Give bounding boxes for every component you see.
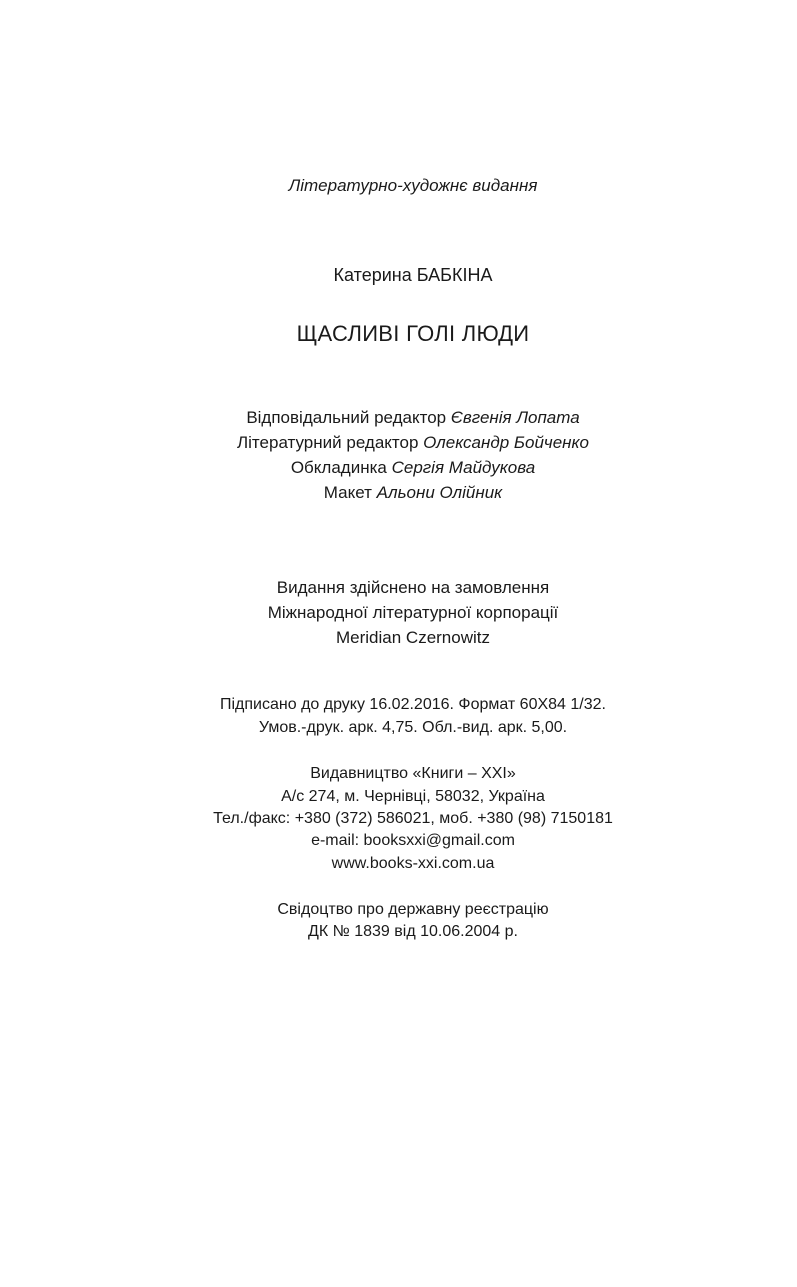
credit-person: Олександр Бойченко — [423, 433, 589, 452]
registration-line: ДК № 1839 від 10.06.2004 р. — [308, 923, 518, 940]
print-info-line: Умов.-друк. арк. 4,75. Обл.-вид. арк. 5,00. — [258, 719, 568, 736]
credit-role: Обкладинка — [290, 458, 387, 477]
print-info-line: Підписано до друку 16.02.2016. Формат 60Х84 1/32. — [220, 696, 606, 713]
credit-line — [0, 407, 797, 429]
author-name: Катерина БАБКІНА — [333, 265, 493, 285]
commission-line: Міжнародної літературної корпорації — [267, 603, 559, 622]
commission-line: Видання здійснено на замовлення — [276, 578, 550, 597]
credit-person: Євгенія Лопата — [450, 408, 580, 427]
publisher-line: А/с 274, м. Чернівці, 58032, Україна — [281, 788, 545, 805]
credit-line — [0, 432, 797, 454]
credit-role: Відповідальний редактор — [246, 408, 447, 427]
publisher-email: e-mail: booksxxi@gmail.com — [311, 832, 515, 849]
credit-line — [0, 457, 797, 479]
credit-role: Літературний редактор — [237, 433, 419, 452]
commission-line: Meridian Czernowitz — [336, 628, 490, 647]
credit-person: Альони Олійник — [376, 483, 503, 502]
publisher-line: Видавництво «Книги – ХХІ» — [310, 765, 516, 782]
credit-role: Макет — [323, 483, 372, 502]
book-title: ЩАСЛИВІ ГОЛІ ЛЮДИ — [296, 321, 530, 346]
registration-line: Свідоцтво про державну реєстрацію — [277, 901, 549, 918]
credit-line — [0, 482, 797, 504]
genre-line: Літературно-художнє видання — [288, 176, 538, 195]
publisher-website: www.books-xxi.com.ua — [331, 855, 495, 872]
publisher-line: Тел./факс: +380 (372) 586021, моб. +380 (98) 7150181 — [213, 810, 613, 827]
credit-person: Сергія Майдукова — [391, 458, 536, 477]
